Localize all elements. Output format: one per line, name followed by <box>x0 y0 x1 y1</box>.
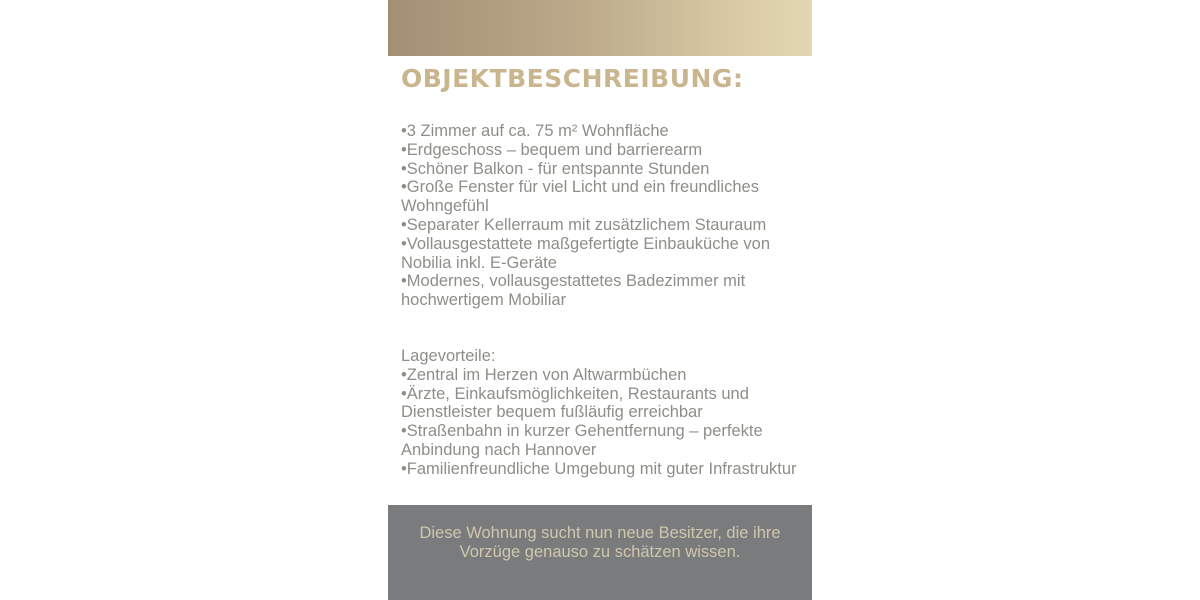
location-item: •Straßenbahn in kurzer Gehentfernung – perfekte Anbindung nach Hannover <box>401 422 763 459</box>
feature-item: •Erdgeschoss – bequem und barrierearm <box>401 140 703 159</box>
location-list <box>401 347 801 479</box>
feature-item: •Modernes, vollausgestattetes Badezimmer mit hochwertigem Mobiliar <box>401 272 746 310</box>
listing-card <box>388 0 812 600</box>
footer-banner <box>388 505 812 600</box>
footer-text: Diese Wohnung sucht nun neue Besitzer, die ihre Vorzüge genauso zu schätzen wissen. <box>419 524 781 561</box>
location-item: •Ärzte, Einkaufsmöglichkeiten, Restaurants und Dienstleister bequem fußläufig erreichbar <box>401 384 749 422</box>
feature-item: •Vollausgestattete maßgefertigte Einbauküche von Nobilia inkl. E-Geräte <box>401 234 771 272</box>
location-heading: Lagevorteile: <box>401 347 496 365</box>
location-item: •Zentral im Herzen von Altwarmbüchen <box>401 365 687 384</box>
location-item: •Familienfreundliche Umgebung mit guter Infrastruktur <box>401 459 797 478</box>
header-banner <box>388 0 812 56</box>
feature-list <box>401 122 801 310</box>
feature-item: •Separater Kellerraum mit zusätzlichem Stauraum <box>401 215 767 234</box>
feature-item: •3 Zimmer auf ca. 75 m² Wohnfläche <box>401 122 669 140</box>
feature-item: •Schöner Balkon - für entspannte Stunden <box>401 159 710 178</box>
feature-item: •Große Fenster für viel Licht und ein freundliches Wohngefühl <box>401 178 759 216</box>
section-title: OBJEKTBESCHREIBUNG: <box>401 64 744 93</box>
